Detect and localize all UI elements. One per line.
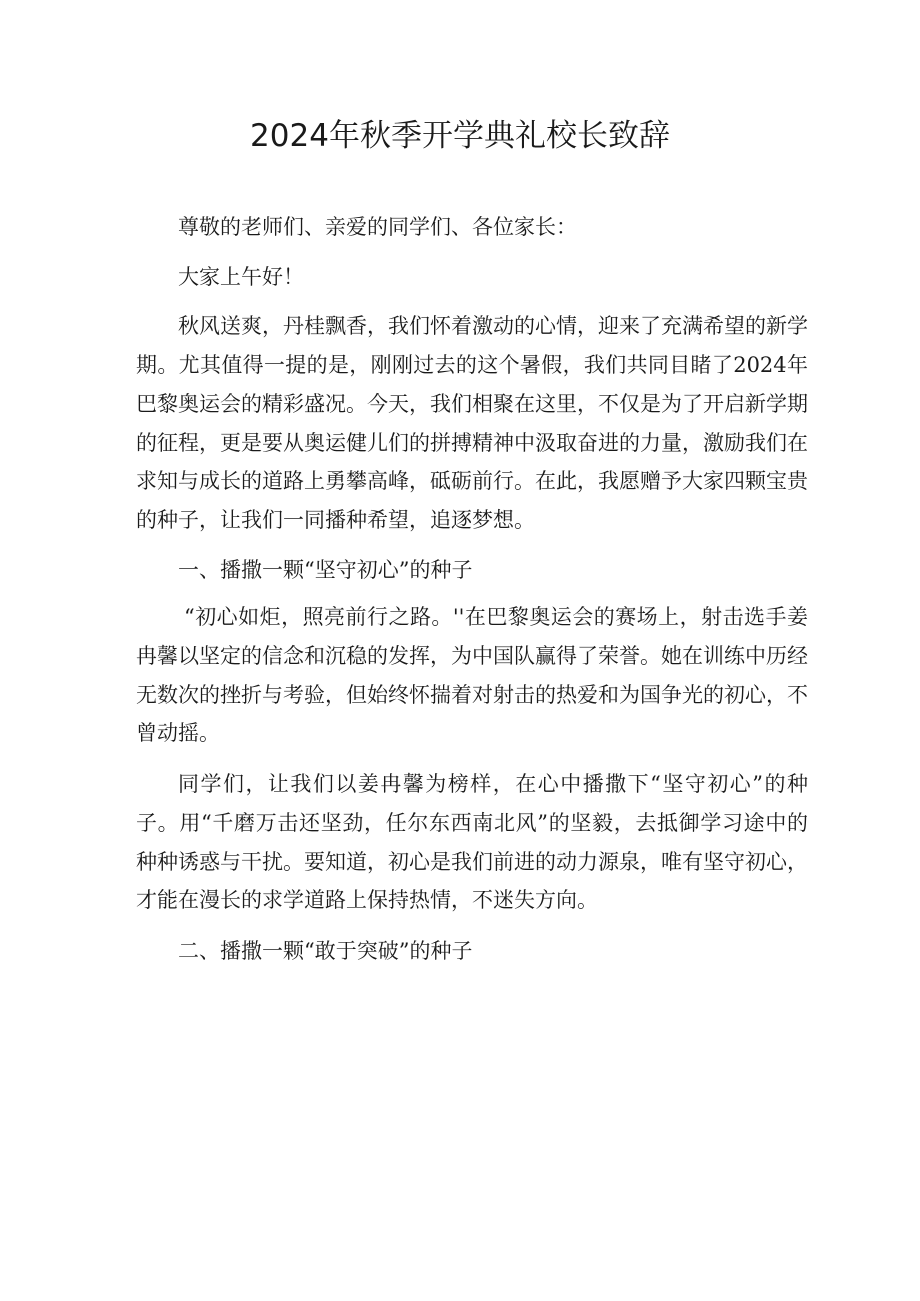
document-body	[136, 208, 808, 971]
section-2-heading: 二、播撒一颗“敢于突破”的种子	[178, 938, 473, 963]
section-1-paragraph-2: 同学们，让我们以姜冉馨为榜样，在心中播撒下“坚守初心”的种子。用“千磨万击还坚劲，任尔东西南北风”的坚毅，去抵御学习途中的种种诱惑与干扰。要知道，初心是我们前进的动力源泉，唯有坚守初心，才能在漫长的求学道路上保持热情，不迷失方向。	[136, 772, 808, 913]
document-title: 2024年秋季开学典礼校长致辞	[250, 118, 670, 154]
salutation: 大家上午好！	[178, 264, 304, 289]
intro-paragraph: 秋风送爽，丹桂飘香，我们怀着激动的心情，迎来了充满希望的新学期。尤其值得一提的是，刚刚过去的这个暑假，我们共同目睹了2024年巴黎奥运会的精彩盛况。今天，我们相聚在这里，不仅是为了开启新学期的征程，更是要从奥运健儿们的拼搏精神中汲取奋进的力量，激励我们在求知与成长的道路上勇攀高峰，砥砺前行。在此，我愿赠予大家四颗宝贵的种子，让我们一同播种希望，追逐梦想。	[136, 314, 808, 532]
section-1-heading: 一、播撒一颗“坚守初心”的种子	[178, 557, 473, 582]
section-1-paragraph-1: “初心如炬，照亮前行之路。''在巴黎奥运会的赛场上，射击选手姜冉馨以坚定的信念和沉稳的发挥，为中国队赢得了荣誉。她在训练中历经无数次的挫折与考验，但始终怀揣着对射击的热爱和为国争光的初心，不曾动摇。	[136, 605, 808, 746]
greeting: 尊敬的老师们、亲爱的同学们、各位家长：	[178, 215, 577, 239]
